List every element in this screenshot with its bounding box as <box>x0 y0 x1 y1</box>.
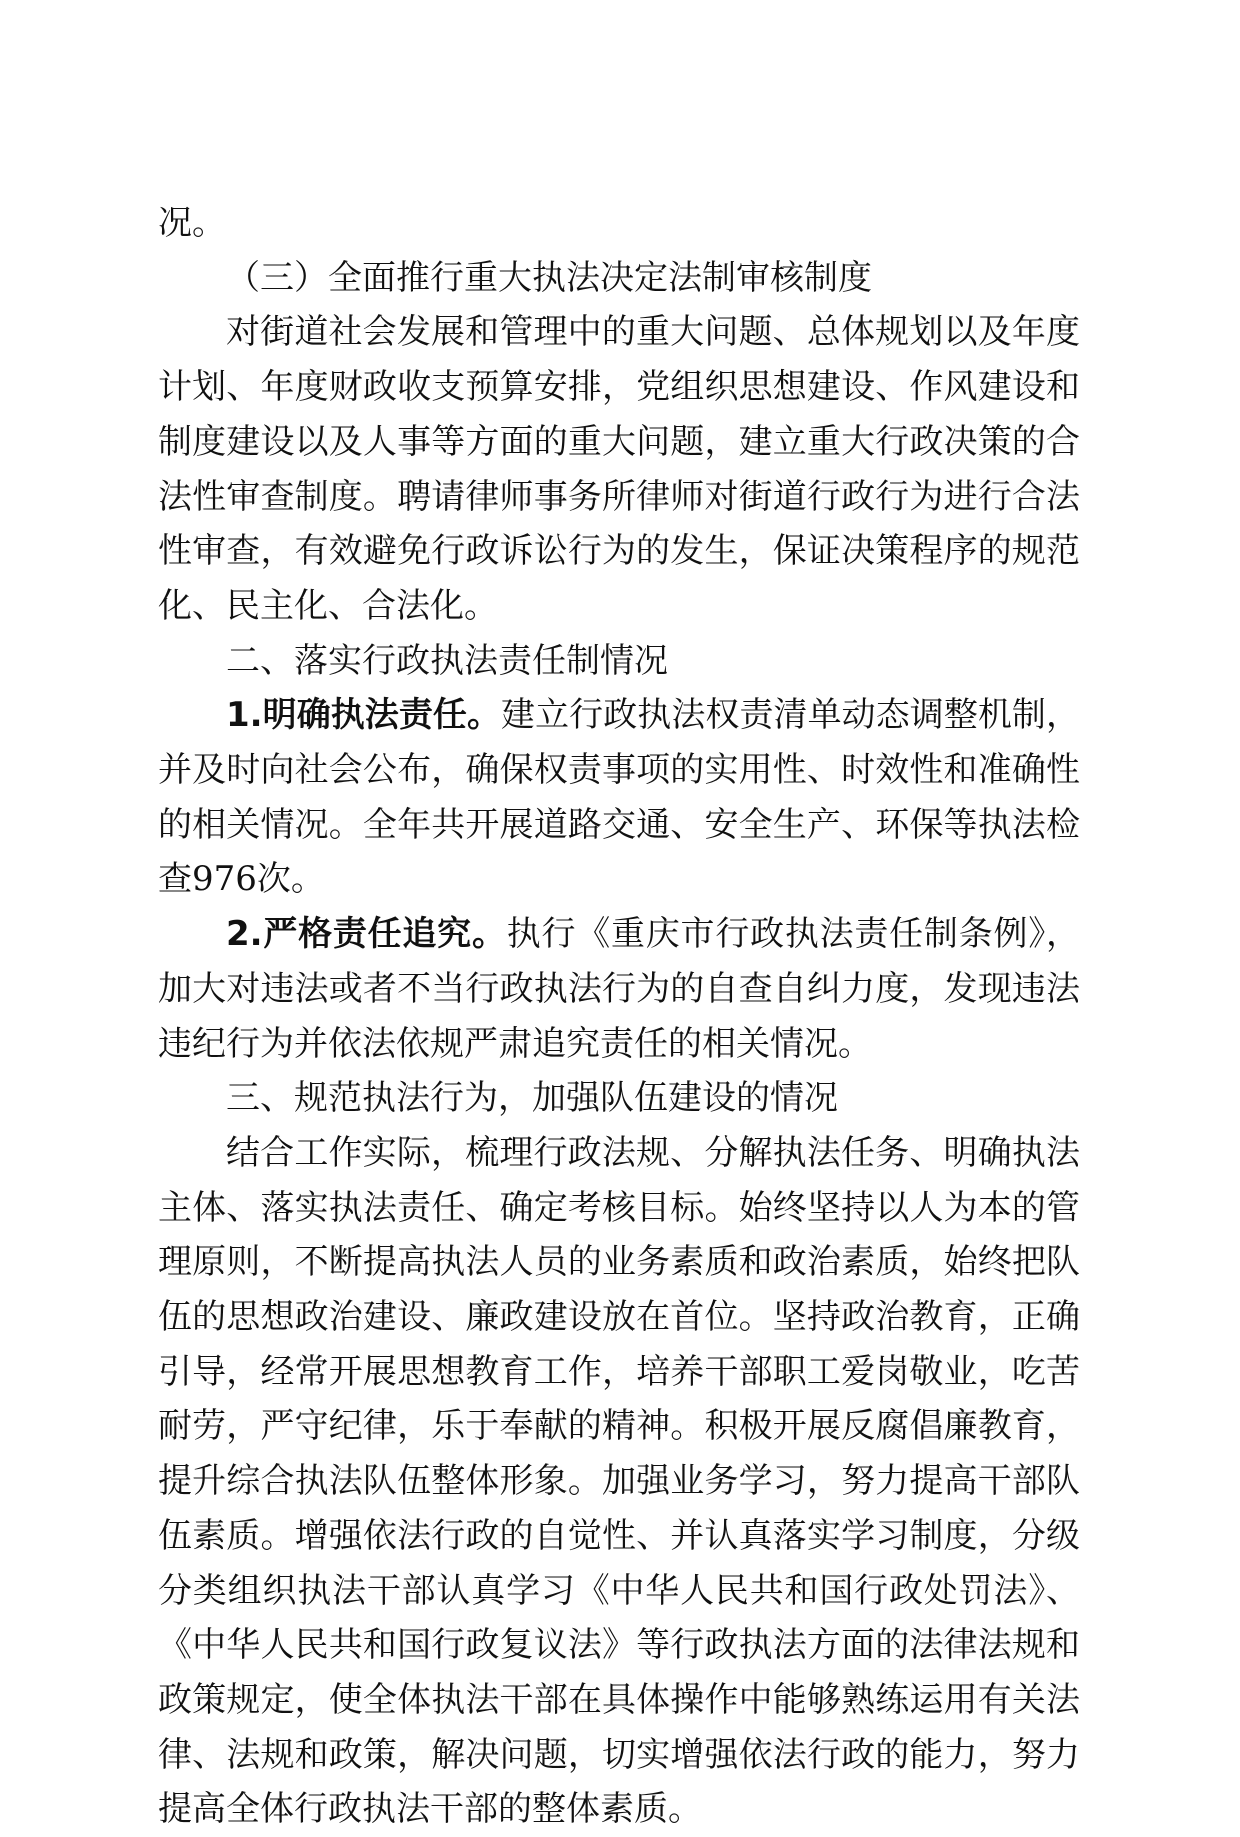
text-line: 法性审查制度。聘请律师事务所律师对街道行政行为进行合法 <box>158 476 1080 517</box>
text-line: 律、法规和政策，解决问题，切实增强依法行政的能力，努力 <box>158 1734 1080 1775</box>
text-line: 计划、年度财政收支预算安排，党组织思想建设、作风建设和 <box>158 367 1080 408</box>
paragraph-lead: 2.严格责任追究。 <box>226 914 507 955</box>
text-line: 的相关情况。全年共开展道路交通、安全生产、环保等执法检 <box>158 804 1080 845</box>
text-line: 对街道社会发展和管理中的重大问题、总体规划以及年度 <box>226 312 1080 353</box>
paragraph-text: 建立行政执法权责清单动态调整机制， <box>501 695 1080 736</box>
text-line <box>158 688 1080 743</box>
text-line: 加大对违法或者不当行政执法行为的自查自纠力度，发现违法 <box>158 968 1080 1009</box>
text-line: 提高全体行政执法干部的整体素质。 <box>158 1789 702 1830</box>
text-line: 分类组织执法干部认真学习《中华人民共和国行政处罚法》、 <box>158 1570 1080 1611</box>
text-line: 违纪行为并依法依规严肃追究责任的相关情况。 <box>158 1023 872 1064</box>
section-heading: 三、规范执法行为，加强队伍建设的情况 <box>226 1078 838 1119</box>
text-line: 《中华人民共和国行政复议法》等行政执法方面的法律法规和 <box>158 1625 1080 1666</box>
text-line: 查976次。 <box>158 859 325 900</box>
text-line: 提升综合执法队伍整体形象。加强业务学习，努力提高干部队 <box>158 1461 1080 1502</box>
section-heading: 二、落实行政执法责任制情况 <box>226 640 668 681</box>
text-line: 结合工作实际，梳理行政法规、分解执法任务、明确执法 <box>226 1132 1080 1173</box>
subsection-heading: （三）全面推行重大执法决定法制审核制度 <box>226 257 872 298</box>
text-line: 理原则，不断提高执法人员的业务素质和政治素质，始终把队 <box>158 1242 1080 1283</box>
text-line: 伍的思想政治建设、廉政建设放在首位。坚持政治教育，正确 <box>158 1297 1080 1338</box>
text-line: 政策规定，使全体执法干部在具体操作中能够熟练运用有关法 <box>158 1679 1080 1720</box>
text-line: 性审查，有效避免行政诉讼行为的发生，保证决策程序的规范 <box>158 531 1080 572</box>
text-line: 并及时向社会公布，确保权责事项的实用性、时效性和准确性 <box>158 750 1080 791</box>
text-line: 引导，经常开展思想教育工作，培养干部职工爱岗敬业，吃苦 <box>158 1351 1080 1392</box>
text-line: 主体、落实执法责任、确定考核目标。始终坚持以人为本的管 <box>158 1187 1080 1228</box>
text-line: 化、民主化、合法化。 <box>158 585 498 626</box>
paragraph-text: 执行《重庆市行政执法责任制条例》， <box>506 914 1080 955</box>
text-line: 耐劳，严守纪律，乐于奉献的精神。积极开展反腐倡廉教育， <box>158 1406 1080 1447</box>
text-line <box>158 907 1080 962</box>
text-line: 制度建设以及人事等方面的重大问题，建立重大行政决策的合 <box>158 421 1080 462</box>
text-line: 况。 <box>158 203 226 243</box>
document-page <box>158 196 1080 1837</box>
text-line: 伍素质。增强依法行政的自觉性、并认真落实学习制度，分级 <box>158 1515 1080 1556</box>
paragraph-lead: 1.明确执法责任。 <box>226 695 502 736</box>
